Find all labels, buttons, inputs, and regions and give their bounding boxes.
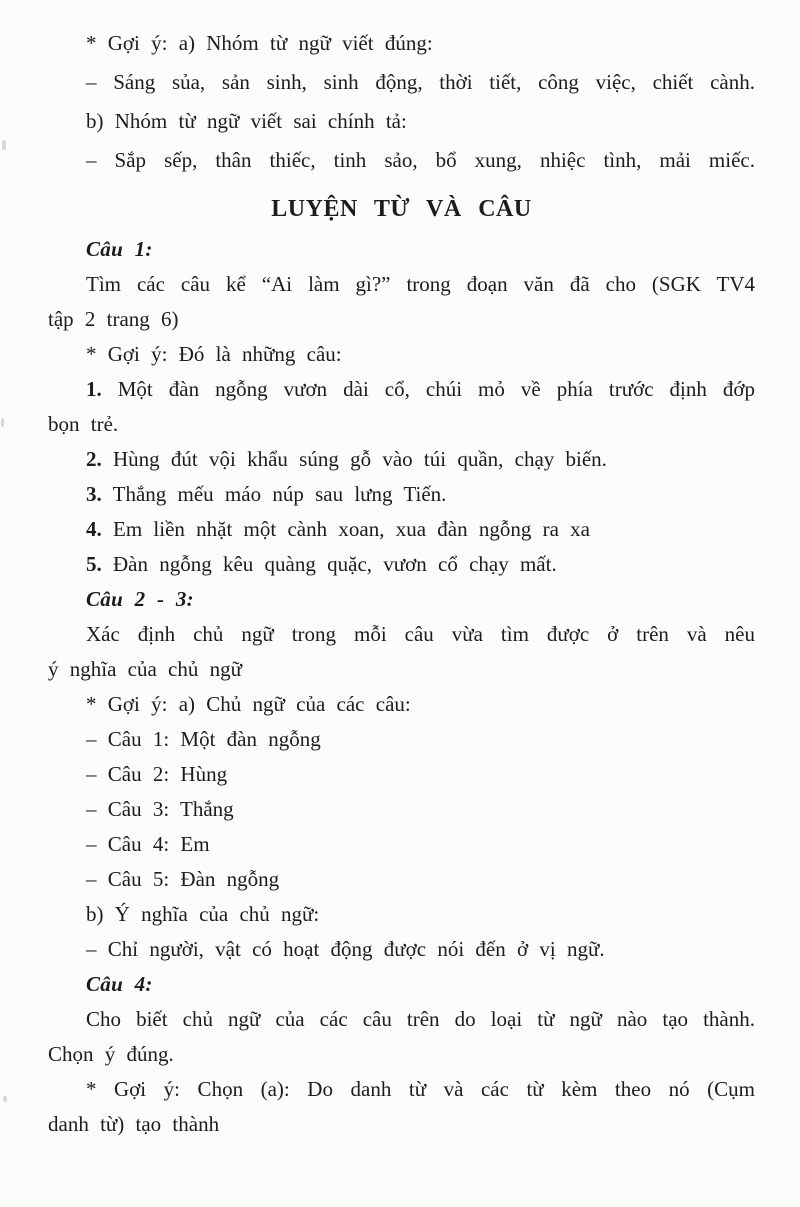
cau23-task-line1: Xác định chủ ngữ trong mỗi câu vừa tìm được ở trên và nêu — [86, 622, 755, 646]
answer-text: Em liền nhặt một cành xoan, xua đàn ngỗng ra xa — [101, 517, 590, 541]
scan-speck — [3, 1096, 7, 1102]
subject-item-3: – Câu 3: Thắng — [86, 797, 234, 821]
answer-number: 1. — [86, 377, 102, 401]
exercise-cau2-3 — [48, 582, 755, 967]
answer-sentence-2 — [48, 442, 755, 477]
answer-sentence-1-cont: bọn trẻ. — [48, 412, 119, 436]
hint-line-a: * Gợi ý: a) Nhóm từ ngữ viết đúng: — [86, 31, 433, 55]
cau23-task-line2: ý nghĩa của chủ ngữ — [48, 657, 242, 681]
exercise-cau4 — [48, 967, 755, 1142]
subject-item-1: – Câu 1: Một đàn ngỗng — [86, 727, 321, 751]
answer-text: Một đàn ngỗng vươn dài cổ, chúi mỏ về phía trước định đớp — [101, 377, 755, 401]
subject-item-4: – Câu 4: Em — [86, 832, 210, 856]
subject-item-2: – Câu 2: Hùng — [86, 762, 228, 786]
cau4-task-line1: Cho biết chủ ngữ của các câu trên do loại từ ngữ nào tạo thành. — [86, 1007, 755, 1031]
scan-speck — [2, 140, 6, 150]
hint-line-b: b) Nhóm từ ngữ viết sai chính tả: — [86, 109, 407, 133]
cau1-task-line2: tập 2 trang 6) — [48, 307, 179, 331]
answer-sentence-5 — [48, 547, 755, 582]
cau4-heading: Câu 4: — [86, 972, 153, 996]
correct-words-line: – Sáng sủa, sản sinh, sinh động, thời tiết, công việc, chiết cành. — [86, 70, 755, 94]
exercise-cau1 — [48, 232, 755, 582]
cau23-meaning: – Chỉ người, vật có hoạt động được nói đến ở vị ngữ. — [86, 937, 605, 961]
scan-speck — [1, 418, 4, 427]
section-title: LUYỆN TỪ VÀ CÂU — [271, 196, 532, 222]
answer-text: Đàn ngỗng kêu quàng quặc, vươn cổ chạy mất. — [101, 552, 557, 576]
cau4-hint-line1: * Gợi ý: Chọn (a): Do danh từ và các từ kèm theo nó (Cụm — [86, 1077, 755, 1101]
cau1-task-line1: Tìm các câu kể “Ai làm gì?” trong đoạn văn đã cho (SGK TV4 — [86, 272, 755, 296]
answer-number: 5. — [86, 552, 102, 576]
cau4-hint-line2: danh từ) tạo thành — [48, 1112, 220, 1136]
cau1-hint: * Gợi ý: Đó là những câu: — [86, 342, 342, 366]
incorrect-words-line: – Sắp sếp, thân thiếc, tinh sảo, bổ xung, nhiệc tình, mải miếc. — [86, 148, 755, 172]
answer-number: 3. — [86, 482, 102, 506]
answer-number: 2. — [86, 447, 102, 471]
cau23-heading: Câu 2 - 3: — [86, 587, 194, 611]
cau1-heading: Câu 1: — [86, 237, 153, 261]
answer-sentence-4 — [48, 512, 755, 547]
subject-item-5: – Câu 5: Đàn ngỗng — [86, 867, 280, 891]
previous-exercise-answers — [48, 24, 755, 180]
answer-number: 4. — [86, 517, 102, 541]
cau23-part-b: b) Ý nghĩa của chủ ngữ: — [86, 902, 320, 926]
cau4-task-line2: Chọn ý đúng. — [48, 1042, 174, 1066]
answer-text: Thắng mếu máo núp sau lưng Tiến. — [101, 482, 447, 506]
answer-sentence-1 — [48, 372, 755, 407]
answer-text: Hùng đút vội khẩu súng gỗ vào túi quần, chạy biến. — [101, 447, 607, 471]
answer-sentence-3 — [48, 477, 755, 512]
cau23-hint: * Gợi ý: a) Chủ ngữ của các câu: — [86, 692, 411, 716]
